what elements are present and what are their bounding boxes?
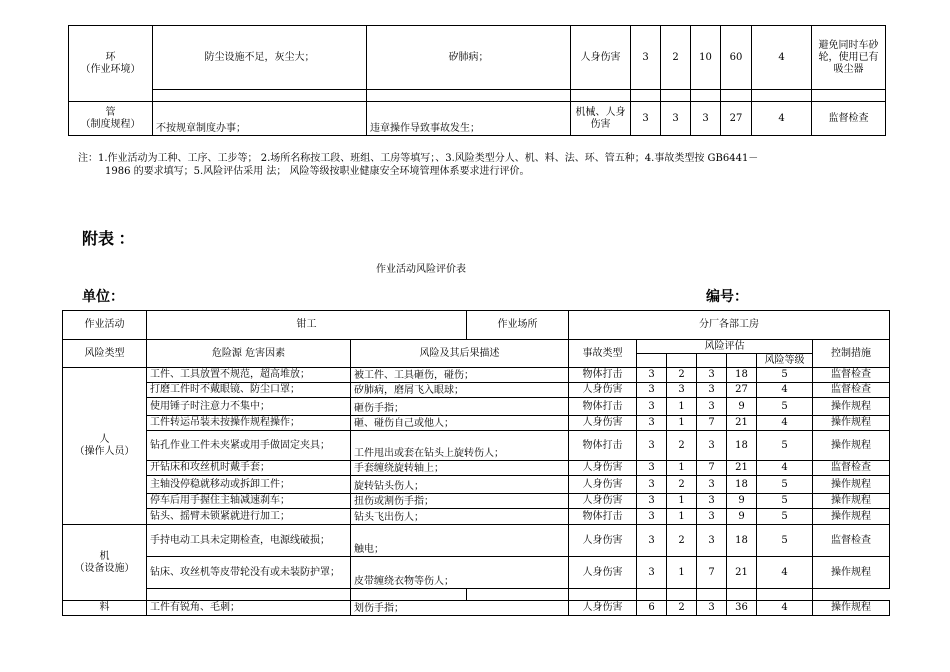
measure-cell: 操作规程 — [813, 494, 890, 509]
d-cell: 36 — [727, 601, 757, 616]
risk-cell: 矽肺病，磨屑飞入眼球； — [351, 383, 569, 398]
accident-cell: 物体打击 — [569, 509, 637, 525]
level-cell: 4 — [752, 26, 812, 90]
e-cell: 1 — [667, 398, 697, 416]
hazard-cell: 停车后用手握住主轴减速刹车； — [147, 494, 351, 509]
c-cell: 3 — [697, 525, 727, 557]
measure-cell: 监督检查 — [813, 368, 890, 383]
l-cell: 3 — [637, 525, 667, 557]
measure-cell: 操作规程 — [813, 431, 890, 461]
table-row — [63, 494, 890, 509]
number-label: 编号： — [706, 288, 748, 304]
c-cell: 3 — [697, 494, 727, 509]
l-cell: 3 — [631, 102, 661, 136]
c-cell: 7 — [697, 461, 727, 476]
e-cell: 2 — [667, 525, 697, 557]
measure-cell: 监督检查 — [813, 525, 890, 557]
c-cell: 7 — [697, 416, 727, 431]
c-cell: 3 — [697, 476, 727, 494]
l-cell: 3 — [637, 416, 667, 431]
l-cell: 3 — [637, 509, 667, 525]
category-cell: 机 （设备设施） — [63, 525, 147, 601]
d-cell: 18 — [727, 431, 757, 461]
c-cell: 3 — [697, 601, 727, 616]
table-row — [63, 476, 890, 494]
accident-cell: 人身伤害 — [569, 601, 637, 616]
e-cell: 1 — [667, 557, 697, 589]
accident-cell: 人身伤害 — [569, 494, 637, 509]
c-cell: 3 — [697, 509, 727, 525]
hazard-cell: 手持电动工具未定期检查，电源线破损； — [147, 525, 351, 557]
risk-cell: 皮带缠绕衣物等伤人； — [351, 557, 569, 589]
measure-cell: 避免同时车砂轮，使用已有吸尘器 — [812, 26, 886, 90]
unit-label: 单位： — [82, 288, 124, 304]
risk-cell: 触电； — [351, 525, 569, 557]
measure-cell: 监督检查 — [812, 102, 886, 136]
table-row — [63, 416, 890, 431]
table-row — [63, 461, 890, 476]
table-row — [63, 383, 890, 398]
accident-cell: 人身伤害 — [569, 557, 637, 589]
l-cell: 3 — [637, 431, 667, 461]
risk-cell: 钻头飞出伤人； — [351, 509, 569, 525]
d-cell: 21 — [727, 461, 757, 476]
d-cell: 9 — [727, 398, 757, 416]
table-row — [63, 525, 890, 557]
hazard-cell: 开钻床和攻丝机时戴手套； — [147, 461, 351, 476]
accident-cell: 人身伤害 — [571, 26, 631, 90]
measure-cell: 操作规程 — [813, 476, 890, 494]
e-cell: 2 — [667, 601, 697, 616]
risk-assessment-table — [62, 310, 890, 616]
table-row — [63, 398, 890, 416]
category-cell: 管 （制度规程） — [69, 102, 153, 136]
table-note — [78, 152, 898, 178]
risk-cell: 工件甩出或套在钻头上旋转伤人； — [351, 431, 569, 461]
e-cell: 1 — [667, 416, 697, 431]
e-cell: 3 — [667, 383, 697, 398]
l-cell: 3 — [631, 26, 661, 90]
e-cell: 1 — [667, 509, 697, 525]
c-cell: 3 — [697, 431, 727, 461]
place-value: 分厂各部工房 — [569, 311, 890, 340]
accident-cell: 人身伤害 — [569, 416, 637, 431]
top-risk-table — [68, 25, 886, 136]
hazard-cell: 钻孔作业工件未夹紧或用手做固定夹具； — [147, 431, 351, 461]
risk-cell: 划伤手指； — [351, 601, 569, 616]
level-cell: 4 — [757, 416, 813, 431]
e-cell: 3 — [661, 102, 691, 136]
accident-cell: 物体打击 — [569, 398, 637, 416]
appendix-label: 附表 ： — [82, 231, 135, 248]
note-line-1: 注：1.作业活动为工种、工序、工步等； 2.场所名称按工段、班组、工房等填写；、3.风险类型分人、机、料、法、环、管五种；4.事故类型按 GB6441－ — [78, 153, 759, 164]
accident-cell: 机械、人身伤害 — [571, 102, 631, 136]
c-cell: 3 — [691, 102, 721, 136]
level-cell: 5 — [757, 525, 813, 557]
risk-cell: 违章操作导致事故发生； — [367, 102, 571, 136]
header-risk-type: 风险类型 — [63, 340, 147, 368]
accident-cell: 人身伤害 — [569, 461, 637, 476]
activity-value: 钳工 — [147, 311, 467, 340]
header-accident: 事故类型 — [569, 340, 637, 368]
category-cell: 环 （作业环境） — [69, 26, 153, 102]
measure-cell: 操作规程 — [813, 601, 890, 616]
e-cell: 1 — [667, 461, 697, 476]
risk-cell: 砸伤手指； — [351, 398, 569, 416]
l-cell: 6 — [637, 601, 667, 616]
accident-cell: 人身伤害 — [569, 476, 637, 494]
d-cell: 18 — [727, 476, 757, 494]
header-hazard: 危险源 危害因素 — [147, 340, 351, 368]
c-cell: 3 — [697, 383, 727, 398]
l-cell: 3 — [637, 368, 667, 383]
e-cell: 2 — [661, 26, 691, 90]
l-cell: 3 — [637, 398, 667, 416]
c-cell: 10 — [691, 26, 721, 90]
hazard-cell: 主轴没停稳就移动或拆卸工件； — [147, 476, 351, 494]
category-cell: 人 （操作人员） — [63, 368, 147, 525]
l-cell: 3 — [637, 494, 667, 509]
e-cell: 2 — [667, 368, 697, 383]
l-cell: 3 — [637, 461, 667, 476]
level-cell: 4 — [752, 102, 812, 136]
hazard-cell: 工件转运吊装未按操作规程操作； — [147, 416, 351, 431]
level-cell: 4 — [757, 601, 813, 616]
d-cell: 9 — [727, 494, 757, 509]
risk-cell: 旋转钻头伤人； — [351, 476, 569, 494]
level-cell: 5 — [757, 368, 813, 383]
measure-cell: 监督检查 — [813, 461, 890, 476]
level-cell: 4 — [757, 461, 813, 476]
d-cell: 27 — [727, 383, 757, 398]
hazard-cell: 工件有锐角、毛刺； — [147, 601, 351, 616]
place-label: 作业场所 — [467, 311, 569, 340]
hazard-cell: 使用锤子时注意力不集中； — [147, 398, 351, 416]
hazard-cell: 钻头、摇臂未锁紧就进行加工； — [147, 509, 351, 525]
level-cell: 4 — [757, 557, 813, 589]
measure-cell: 操作规程 — [813, 557, 890, 589]
d-cell: 9 — [727, 509, 757, 525]
level-cell: 5 — [757, 398, 813, 416]
d-cell: 21 — [727, 557, 757, 589]
accident-cell: 人身伤害 — [569, 383, 637, 398]
hazard-cell: 钻床、攻丝机等皮带轮没有或未装防护罩； — [147, 557, 351, 589]
c-cell: 3 — [697, 368, 727, 383]
header-measure: 控制措施 — [813, 340, 890, 368]
activity-label: 作业活动 — [63, 311, 147, 340]
risk-cell: 扭伤或割伤手指； — [351, 494, 569, 509]
l-cell: 3 — [637, 557, 667, 589]
hazard-cell: 工件、工具放置不规范，超高堆放； — [147, 368, 351, 383]
header-assessment: 风险评估 — [637, 340, 813, 354]
level-cell: 4 — [757, 383, 813, 398]
risk-cell: 矽肺病； — [367, 26, 571, 90]
l-cell: 3 — [637, 383, 667, 398]
note-line-2: 1986 的要求填写；5.风险评估采用 法； 风险等级按职业健康安全环境管理体系要求进行评价。 — [105, 166, 530, 177]
level-cell: 5 — [757, 494, 813, 509]
accident-cell: 物体打击 — [569, 431, 637, 461]
table-row — [63, 509, 890, 525]
table-row — [63, 601, 890, 616]
table-row — [63, 431, 890, 461]
header-risk: 风险及其后果描述 — [351, 340, 569, 368]
e-cell: 2 — [667, 476, 697, 494]
category-cell: 料 — [63, 601, 147, 616]
header-level: 风险等级 — [757, 354, 813, 368]
e-cell: 1 — [667, 494, 697, 509]
hazard-cell: 防尘设施不足，灰尘大； — [153, 26, 367, 90]
accident-cell: 人身伤害 — [569, 525, 637, 557]
document-title: 作业活动风险评价表 — [376, 264, 466, 275]
d-cell: 18 — [727, 368, 757, 383]
risk-cell: 手套缠绕旋转轴上； — [351, 461, 569, 476]
accident-cell: 物体打击 — [569, 368, 637, 383]
e-cell: 2 — [667, 431, 697, 461]
hazard-cell: 打磨工件时不戴眼镜、防尘口罩； — [147, 383, 351, 398]
level-cell: 5 — [757, 509, 813, 525]
risk-cell: 被工件、工具砸伤，碰伤； — [351, 368, 569, 383]
risk-cell: 砸、碰伤自己或他人； — [351, 416, 569, 431]
c-cell: 3 — [697, 398, 727, 416]
hazard-cell: 不按规章制度办事； — [153, 102, 367, 136]
measure-cell: 监督检查 — [813, 383, 890, 398]
level-cell: 5 — [757, 431, 813, 461]
d-cell: 27 — [721, 102, 752, 136]
table-row — [63, 368, 890, 383]
level-cell: 5 — [757, 476, 813, 494]
measure-cell: 操作规程 — [813, 416, 890, 431]
l-cell: 3 — [637, 476, 667, 494]
measure-cell: 操作规程 — [813, 509, 890, 525]
c-cell: 7 — [697, 557, 727, 589]
d-cell: 60 — [721, 26, 752, 90]
measure-cell: 操作规程 — [813, 398, 890, 416]
d-cell: 21 — [727, 416, 757, 431]
table-row — [63, 557, 890, 589]
d-cell: 18 — [727, 525, 757, 557]
